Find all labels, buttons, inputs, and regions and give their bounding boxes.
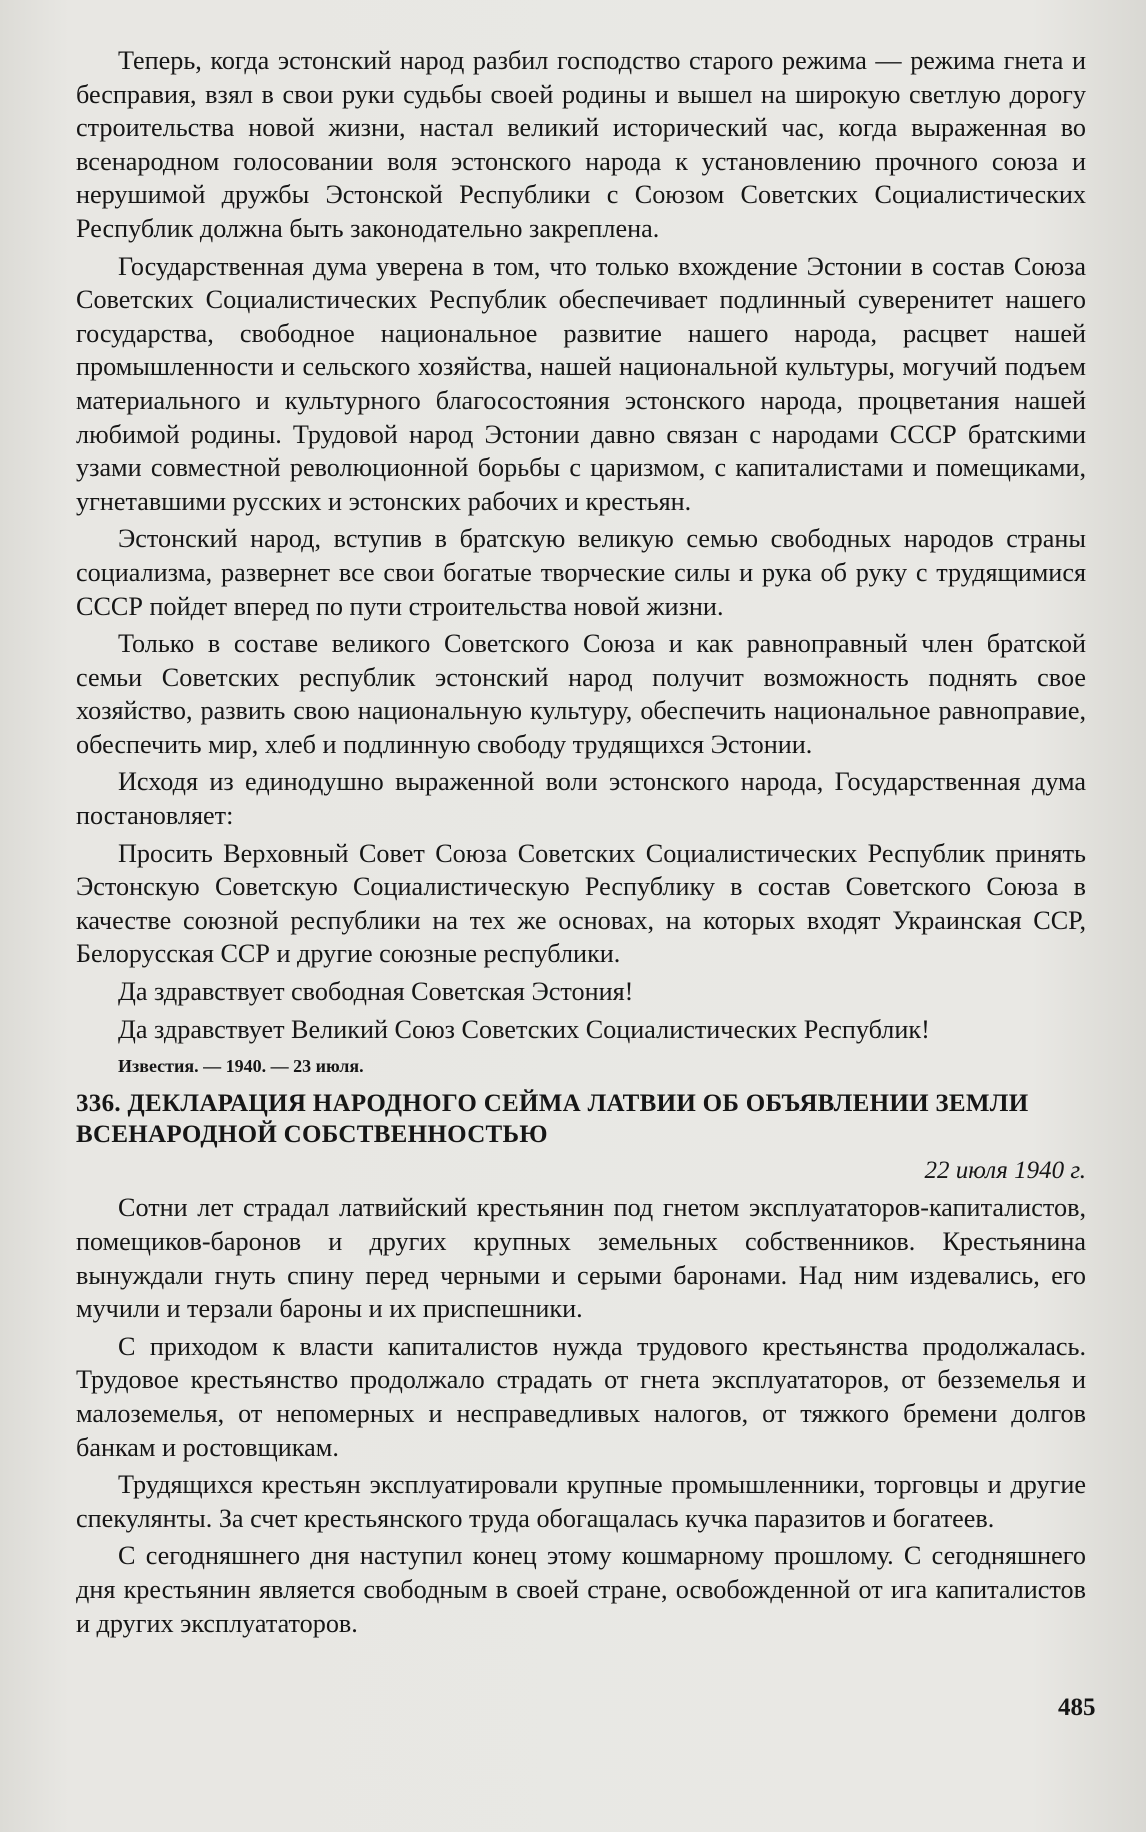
- paragraph: Исходя из единодушно выраженной воли эстонского народа, Государственная дума постановляет:: [76, 767, 1086, 831]
- text-column: [76, 44, 1086, 1644]
- paragraph: Да здравствует Великий Союз Советских Социалистических Республик!: [118, 1014, 930, 1044]
- paragraph: Государственная дума уверена в том, что только вхождение Эстонии в состав Союза Советских Социалистических Республик обеспечивает подлинный суверенитет нашего государства, свободное национальное развитие нашего народа, расцвет нашей промышленности и сельского хозяйства, нашей национальной культуры, могучий подъем материального и культурного благосостояния эстонского народа, процветания нашей любимой родины. Трудовой народ Эстонии давно связан с народами СССР братскими узами совместной революционной борьбы с царизмом, с капиталистами и помещиками, угнетавшими русских и эстонских рабочих и крестьян.: [76, 251, 1086, 516]
- paragraph: Эстонский народ, вступив в братскую великую семью свободных народов страны социализма, развернет все свои богатые творческие силы и рука об руку с трудящимися СССР пойдет вперед по пути строительства новой жизни.: [76, 524, 1086, 621]
- paragraph: Только в составе великого Советского Союза и как равноправный член братской семьи Советских республик эстонский народ получит возможность поднять свое хозяйство, развить свою национальную культуру, обеспечить национальное равноправие, обеспечить мир, хлеб и подлинную свободу трудящихся Эстонии.: [76, 629, 1086, 759]
- section-heading: 336. ДЕКЛАРАЦИЯ НАРОДНОГО СЕЙМА ЛАТВИИ ОБ ОБЪЯВЛЕНИИ ЗЕМЛИ ВСЕНАРОДНОЙ СОБСТВЕННОСТЬЮ: [76, 1089, 1029, 1148]
- section-date: 22 июля 1940 г.: [924, 1156, 1086, 1184]
- paragraph: Теперь, когда эстонский народ разбил господство старого режима — режима гнета и бесправия, взял в свои руки судьбы своей родины и вышел на широкую светлую дорогу строительства новой жизни, настал великий исторический час, когда выраженная во всенародном голосовании воля эстонского народа к установлению прочного союза и нерушимой дружбы Эстонской Республики с Союзом Советских Социалистических Республик должна быть законодательно закреплена.: [76, 46, 1086, 243]
- paragraph: Просить Верховный Совет Союза Советских Социалистических Республик принять Эстонскую Советскую Социалистическую Республику в состав Советского Союза в качестве союзной республики на тех же основах, на которых входят Украинская ССР, Белорусская ССР и другие союзные республики.: [76, 838, 1086, 969]
- paragraph: Сотни лет страдал латвийский крестьянин под гнетом эксплуататоров-капиталистов, помещиков-баронов и других крупных земельных собственников. Крестьянина вынуждали гнуть спину перед черными и серыми баронами. Над ним издевались, его мучили и терзали бароны и их приспешники.: [76, 1193, 1086, 1324]
- paragraph: С приходом к власти капиталистов нужда трудового крестьянства продолжалась. Трудовое крестьянство продолжало страдать от гнета эксплуататоров, от безземелья и малоземелья, от непомерных и несправедливых налогов, от тяжкого бремени долгов банкам и ростовщикам.: [76, 1331, 1086, 1462]
- paragraph: С сегодняшнего дня наступил конец этому кошмарному прошлому. С сегодняшнего дня крестьянин является свободным в своей стране, освобожденной от ига капиталистов и других эксплуататоров.: [76, 1541, 1086, 1638]
- paragraph: Да здравствует свободная Советская Эстония!: [118, 977, 634, 1007]
- source-citation: Известия. — 1940. — 23 июля.: [118, 1056, 364, 1077]
- paragraph: Трудящихся крестьян эксплуатировали крупные промышленники, торговцы и другие спекулянты. За счет крестьянского труда обогащалась кучка паразитов и богатеев.: [76, 1470, 1086, 1533]
- page-number: 485: [1058, 1694, 1096, 1721]
